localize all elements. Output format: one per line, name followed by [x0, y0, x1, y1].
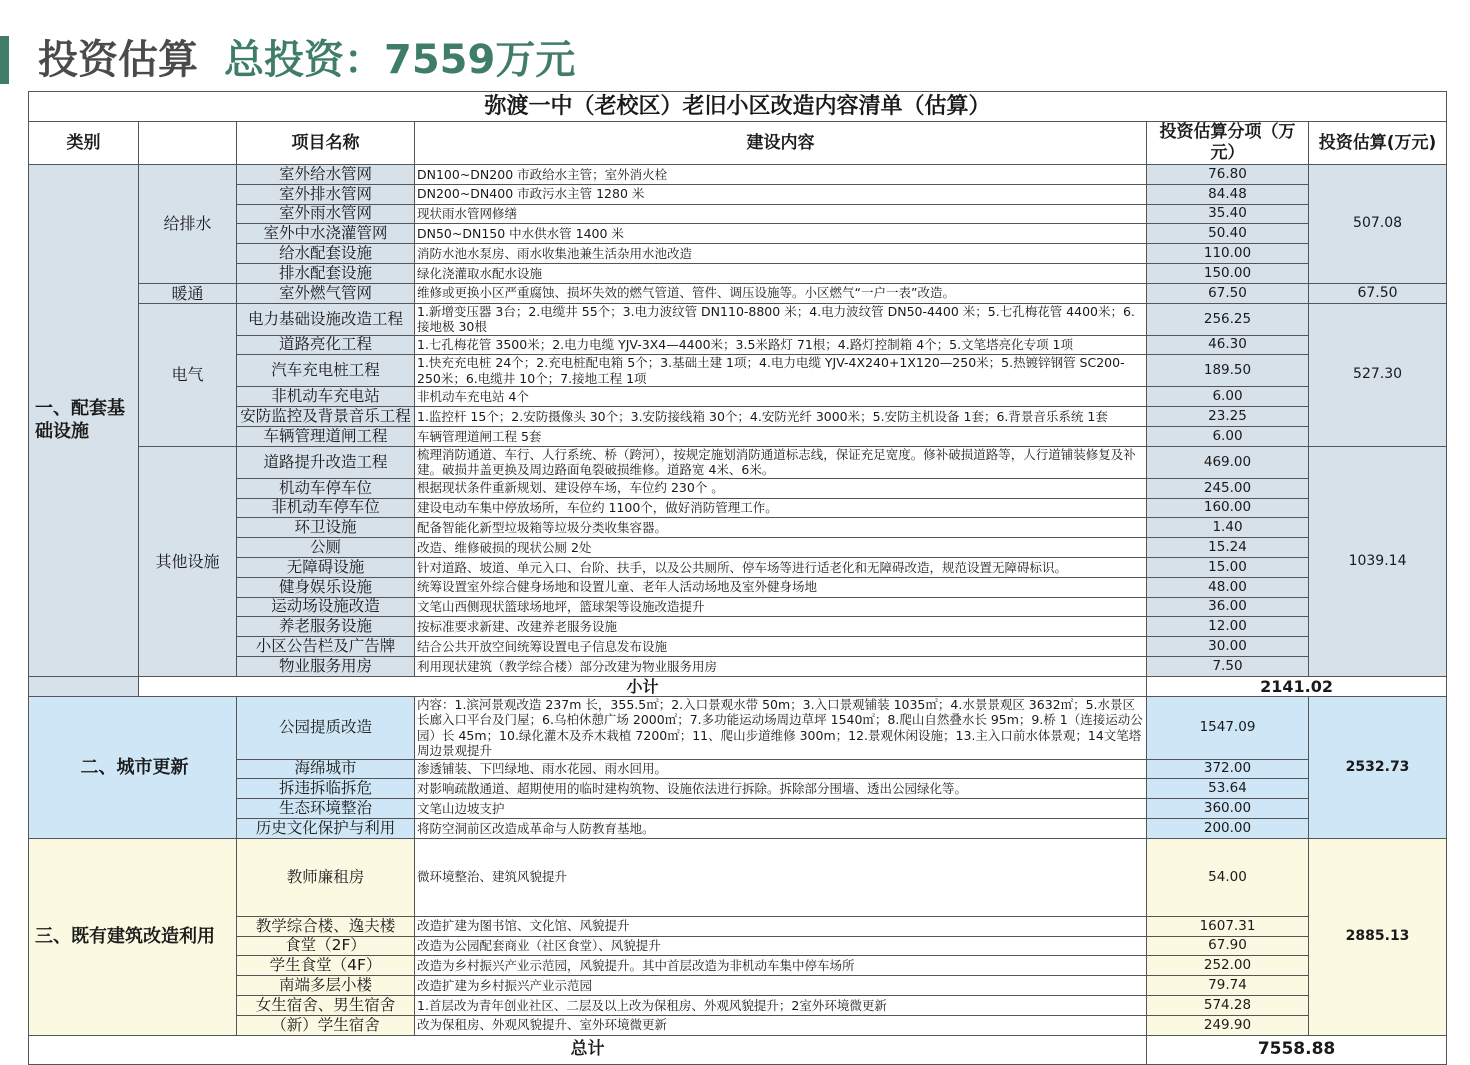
table-row [29, 478, 1447, 498]
header-subcategory [139, 122, 237, 165]
group-total: 507.08 [1309, 165, 1447, 284]
item-amount: 53.64 [1147, 779, 1309, 799]
item-amount: 245.00 [1147, 478, 1309, 498]
item-content: 按标准要求新建、改建养老服务设施 [415, 617, 1147, 637]
item-name: 道路亮化工程 [237, 335, 415, 355]
item-content: 结合公共开放空间统筹设置电子信息发布设施 [415, 637, 1147, 657]
section-total: 2885.13 [1309, 838, 1447, 1035]
item-content: 1.快充充电桩 24个；2.充电桩配电箱 5个；3.基础土建 1项；4.电力电缆 YJV-4X240+1X120—250米；5.热镀锌钢管 SC200-250米；6.电缆井 10个；7.接地工程 1项 [415, 355, 1147, 387]
item-amount: 1.40 [1147, 518, 1309, 538]
table-row [29, 446, 1447, 478]
item-amount: 7.50 [1147, 656, 1309, 676]
item-name: 非机动车停车位 [237, 498, 415, 518]
item-amount: 15.24 [1147, 538, 1309, 558]
item-amount: 67.90 [1147, 936, 1309, 956]
item-name: 室外燃气管网 [237, 283, 415, 303]
item-content: 针对道路、坡道、单元入口、台阶、扶手，以及公共厕所、停车场等进行适老化和无障碍改造，规范设置无障碍标识。 [415, 557, 1147, 577]
table-row [29, 283, 1447, 303]
item-name: 食堂（2F） [237, 936, 415, 956]
item-name: 南端多层小楼 [237, 976, 415, 996]
item-name: 女生宿舍、男生宿舍 [237, 995, 415, 1015]
item-name: 室外给水管网 [237, 165, 415, 185]
item-content: 绿化浇灌取水配水设施 [415, 263, 1147, 283]
item-amount: 76.80 [1147, 165, 1309, 185]
subtotal-row [29, 676, 1447, 696]
table-body [29, 165, 1447, 1065]
item-amount: 252.00 [1147, 956, 1309, 976]
group-total: 1039.14 [1309, 446, 1447, 676]
header-content: 建设内容 [415, 122, 1147, 165]
grand-total-value: 7558.88 [1147, 1035, 1447, 1064]
item-content: 改造为公园配套商业（社区食堂）、风貌提升 [415, 936, 1147, 956]
investment-table-container [28, 91, 1446, 1065]
item-name: 物业服务用房 [237, 656, 415, 676]
item-amount: 6.00 [1147, 426, 1309, 446]
item-amount: 360.00 [1147, 799, 1309, 819]
category-cell: 二、城市更新 [29, 696, 237, 838]
subtotal-amount-cell: 2141.02 [1147, 676, 1447, 696]
table-row [29, 518, 1447, 538]
table-row [29, 818, 1447, 838]
item-content: 改造扩建为乡村振兴产业示范园 [415, 976, 1147, 996]
item-content: 梳理消防通道、车行、人行系统、桥（跨河），按规定施划消防通道标志线，保证充足宽度。修补破损道路等，人行道铺装修复及补建。破损井盖更换及周边路面龟裂破损维修。道路宽 4米、6米。 [415, 446, 1147, 478]
item-name: 给水配套设施 [237, 244, 415, 264]
header-item-amount: 投资估算分项（万元） [1147, 122, 1309, 165]
table-row [29, 759, 1447, 779]
table-row [29, 956, 1447, 976]
item-name: 汽车充电桩工程 [237, 355, 415, 387]
item-name: 学生食堂（4F） [237, 956, 415, 976]
table-row [29, 557, 1447, 577]
item-name: 养老服务设施 [237, 617, 415, 637]
group-total: 67.50 [1309, 283, 1447, 303]
table-row [29, 577, 1447, 597]
item-name: 健身娱乐设施 [237, 577, 415, 597]
item-name: 拆违拆临拆危 [237, 779, 415, 799]
table-row [29, 617, 1447, 637]
item-amount: 200.00 [1147, 818, 1309, 838]
table-row [29, 696, 1447, 759]
item-amount: 1607.31 [1147, 916, 1309, 936]
item-amount: 50.40 [1147, 224, 1309, 244]
item-content: 利用现状建筑（教学综合楼）部分改建为物业服务用房 [415, 656, 1147, 676]
table-row [29, 407, 1447, 427]
category-cell: 三、既有建筑改造利用 [29, 838, 237, 1035]
item-name: 教学综合楼、逸夫楼 [237, 916, 415, 936]
item-name: 室外雨水管网 [237, 204, 415, 224]
item-amount: 12.00 [1147, 617, 1309, 637]
item-content: 车辆管理道闸工程 5套 [415, 426, 1147, 446]
item-content: 统筹设置室外综合健身场地和设置儿童、老年人活动场地及室外健身场地 [415, 577, 1147, 597]
subcategory-cell: 暖通 [139, 283, 237, 303]
item-amount: 110.00 [1147, 244, 1309, 264]
item-name: 小区公告栏及广告牌 [237, 637, 415, 657]
item-content: DN200~DN400 市政污水主管 1280 米 [415, 184, 1147, 204]
item-name: 机动车停车位 [237, 478, 415, 498]
item-amount: 150.00 [1147, 263, 1309, 283]
category-cell: 一、配套基础设施 [29, 165, 139, 677]
item-amount: 1547.09 [1147, 696, 1309, 759]
item-content: 文笔山西侧现状篮球场地坪，篮球架等设施改造提升 [415, 597, 1147, 617]
grand-total-label: 总计 [29, 1035, 1147, 1064]
table-row [29, 916, 1447, 936]
subcategory-cell: 其他设施 [139, 446, 237, 676]
item-amount: 67.50 [1147, 283, 1309, 303]
item-amount: 372.00 [1147, 759, 1309, 779]
item-amount: 469.00 [1147, 446, 1309, 478]
item-content: 建设电动车集中停放场所，车位约 1100个，做好消防管理工作。 [415, 498, 1147, 518]
item-amount: 249.90 [1147, 1015, 1309, 1035]
heading-accent-bar [0, 36, 9, 84]
item-name: 电力基础设施改造工程 [237, 303, 415, 335]
item-name: 公厕 [237, 538, 415, 558]
table-row [29, 224, 1447, 244]
item-content: DN50~DN150 中水供水管 1400 米 [415, 224, 1147, 244]
item-content: 1.首层改为青年创业社区、二层及以上改为保租房、外观风貌提升；2室外环境微更新 [415, 995, 1147, 1015]
table-row [29, 244, 1447, 264]
table-row [29, 838, 1447, 916]
item-content: 根据现状条件重新规划、建设停车场，车位约 230个 。 [415, 478, 1147, 498]
item-amount: 48.00 [1147, 577, 1309, 597]
item-name: 室外排水管网 [237, 184, 415, 204]
item-amount: 79.74 [1147, 976, 1309, 996]
item-content: 微环境整治、建筑风貌提升 [415, 838, 1147, 916]
table-row [29, 995, 1447, 1015]
item-name: 环卫设施 [237, 518, 415, 538]
item-name: 安防监控及背景音乐工程 [237, 407, 415, 427]
table-row [29, 184, 1447, 204]
item-name: 公园提质改造 [237, 696, 415, 759]
table-row [29, 637, 1447, 657]
table-row [29, 498, 1447, 518]
item-content: 消防水池水泵房、雨水收集池兼生活杂用水池改造 [415, 244, 1147, 264]
page-title [38, 30, 575, 90]
total-investment-label: 总投资：7559万元 [224, 37, 576, 83]
item-content: 改为保租房、外观风貌提升、室外环境微更新 [415, 1015, 1147, 1035]
item-name: 车辆管理道闸工程 [237, 426, 415, 446]
item-amount: 256.25 [1147, 303, 1309, 335]
page-heading: 投资估算 [38, 37, 198, 83]
section-total: 2532.73 [1309, 696, 1447, 838]
item-amount: 84.48 [1147, 184, 1309, 204]
item-name: 室外中水浇灌管网 [237, 224, 415, 244]
table-row [29, 597, 1447, 617]
grand-total-row [29, 1035, 1447, 1064]
item-name: 无障碍设施 [237, 557, 415, 577]
item-content: 渗透铺装、下凹绿地、雨水花园、雨水回用。 [415, 759, 1147, 779]
item-amount: 15.00 [1147, 557, 1309, 577]
investment-table [28, 91, 1447, 1065]
item-amount: 46.30 [1147, 335, 1309, 355]
item-content: 改造扩建为图书馆、文化馆、风貌提升 [415, 916, 1147, 936]
item-name: 生态环境整治 [237, 799, 415, 819]
item-content: 现状雨水管网修缮 [415, 204, 1147, 224]
header-group-amount: 投资估算(万元) [1309, 122, 1447, 165]
item-name: 排水配套设施 [237, 263, 415, 283]
item-name: 非机动车充电站 [237, 387, 415, 407]
item-content: 维修或更换小区严重腐蚀、损坏失效的燃气管道、管件、调压设施等。小区燃气“一户一表”改造。 [415, 283, 1147, 303]
item-name: 海绵城市 [237, 759, 415, 779]
header-category: 类别 [29, 122, 139, 165]
item-content: 1.七孔梅花管 3500米；2.电力电缆 YJV-3X4—4400米；3.5米路灯 71根；4.路灯控制箱 4个；5.文笔塔亮化专项 1项 [415, 335, 1147, 355]
table-row [29, 976, 1447, 996]
table-row [29, 426, 1447, 446]
item-content: 改造、维修破损的现状公厕 2处 [415, 538, 1147, 558]
item-name: 教师廉租房 [237, 838, 415, 916]
table-row [29, 1015, 1447, 1035]
item-content: 对影响疏散通道、超期使用的临时建构筑物、设施依法进行拆除。拆除部分围墙、透出公园绿化等。 [415, 779, 1147, 799]
item-amount: 574.28 [1147, 995, 1309, 1015]
item-content: 1.新增变压器 3台；2.电缆井 55个；3.电力波纹管 DN110-8800 米；4.电力波纹管 DN50-4400 米；5.七孔梅花管 4400米；6.接地极 30根 [415, 303, 1147, 335]
table-row [29, 165, 1447, 185]
table-row [29, 303, 1447, 335]
table-row [29, 656, 1447, 676]
item-content: 内容：1.滨河景观改造 237m 长，355.5㎡；2.入口景观水带 50m；3.入口景观铺装 1035㎡；4.水景景观区 3632㎡；5.水景区长廊入口平台及门屋；6.乌柏休憩广场 2000㎡；7.多功能运动场周边草坪 1540㎡；8.爬山自然叠水长 95m；9.桥 1（连接运动公园）长 45m；10.绿化灌木及乔木栽植 7200㎡；11、爬山步道维修 300m；12.景观休闲设施；13.主入口前水体景观；14文笔塔周边景观提升 [415, 696, 1147, 759]
item-name: （新）学生宿舍 [237, 1015, 415, 1035]
item-name: 道路提升改造工程 [237, 446, 415, 478]
subcategory-cell: 电气 [139, 303, 237, 446]
item-name: 历史文化保护与利用 [237, 818, 415, 838]
header-name: 项目名称 [237, 122, 415, 165]
table-row [29, 355, 1447, 387]
item-amount: 23.25 [1147, 407, 1309, 427]
table-row [29, 538, 1447, 558]
item-amount: 160.00 [1147, 498, 1309, 518]
item-content: 配备智能化新型垃圾箱等垃圾分类收集容器。 [415, 518, 1147, 538]
item-content: 1.监控杆 15个；2.安防摄像头 30个；3.安防接线箱 30个；4.安防光纤 3000米；5.安防主机设备 1套；6.背景音乐系统 1套 [415, 407, 1147, 427]
item-amount: 30.00 [1147, 637, 1309, 657]
item-amount: 35.40 [1147, 204, 1309, 224]
table-row [29, 335, 1447, 355]
subcategory-cell: 给排水 [139, 165, 237, 284]
table-row [29, 387, 1447, 407]
subtotal-label: 小计 [139, 676, 1147, 696]
item-content: 将防空洞前区改造成革命与人防教育基地。 [415, 818, 1147, 838]
table-row [29, 936, 1447, 956]
item-amount: 36.00 [1147, 597, 1309, 617]
table-row [29, 204, 1447, 224]
item-content: 文笔山边坡支护 [415, 799, 1147, 819]
table-row [29, 263, 1447, 283]
item-amount: 54.00 [1147, 838, 1309, 916]
item-amount: 6.00 [1147, 387, 1309, 407]
subtotal-spacer [29, 676, 139, 696]
item-content: 改造为乡村振兴产业示范园，风貌提升。其中首层改造为非机动车集中停车场所 [415, 956, 1147, 976]
item-name: 运动场设施改造 [237, 597, 415, 617]
group-total: 527.30 [1309, 303, 1447, 446]
item-amount: 189.50 [1147, 355, 1309, 387]
table-caption: 弥渡一中（老校区）老旧小区改造内容清单（估算） [29, 92, 1447, 122]
table-row [29, 799, 1447, 819]
item-content: DN100~DN200 市政给水主管；室外消火栓 [415, 165, 1147, 185]
item-content: 非机动车充电站 4个 [415, 387, 1147, 407]
table-row [29, 779, 1447, 799]
